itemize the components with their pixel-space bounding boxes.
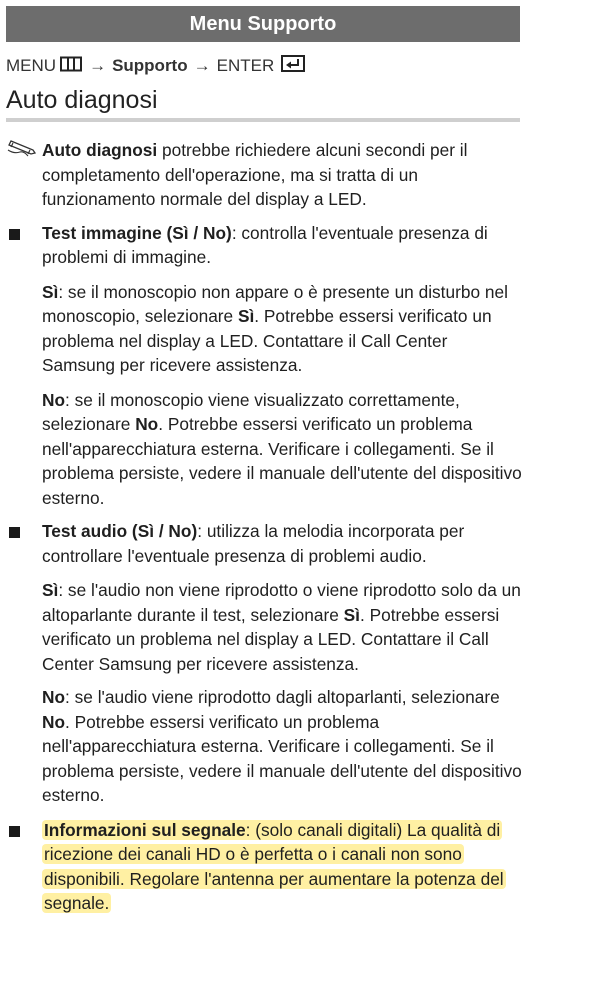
square-bullet-icon (9, 527, 20, 538)
enter-label: ENTER (216, 56, 275, 75)
menu-label: MENU (6, 56, 57, 75)
option-no-text: No: se l'audio viene riprodotto dagli altoparlanti, selezionare No. Potrebbe essersi verificato un problema nell'apparecchiatura esterna. Verificare i collegamenti. Se il problema persiste, vedere il manuale dell'utente del dispositivo esterno. (42, 687, 522, 805)
title-divider (6, 118, 520, 122)
option-no-text: No: se il monoscopio viene visualizzato correttamente, selezionare No. Potrebbe essersi verificato un problema nell'apparecchiatura esterna. Verificare i collegamenti. Se il problema persiste, vedere il manuale dell'utente del dispositivo esterno. (42, 389, 522, 508)
section-header (6, 6, 520, 42)
list-item-test-audio (6, 519, 522, 568)
square-bullet-icon (9, 229, 20, 240)
list-item-test-immagine (6, 221, 522, 270)
highlighted-text: Informazioni sul segnale: (solo canali digitali) La qualità di ricezione dei canali HD o è perfetta o i canali non sono disponibili. Regolare l'antenna per aumentare la potenza del segnale. (44, 819, 504, 913)
list-item-signal-info (6, 818, 522, 916)
note-row (6, 138, 522, 212)
content (6, 138, 522, 916)
option-si-text: Sì: se l'audio non viene riprodotto o viene riprodotto solo da un altoparlante durante il test, selezionare Sì. Potrebbe essersi verificato un problema nel display a LED. Contattare il Call Center Samsung per ricevere assistenza. (42, 580, 521, 674)
square-bullet-icon (9, 826, 20, 837)
page-title: Auto diagnosi (6, 86, 158, 114)
pencil-note-icon (6, 140, 38, 167)
section-header-title: Menu Supporto (189, 12, 337, 35)
arrow-2: → (193, 56, 211, 75)
item-heading: Test audio (Sì / No): utilizza la melodia incorporata per controllare l'eventuale presenza di problemi audio. (42, 521, 465, 566)
breadcrumb (6, 55, 309, 77)
signal-text (42, 818, 522, 916)
option-si-text: Sì: se il monoscopio non appare o è presente un disturbo nel monoscopio, selezionare Sì. Potrebbe essersi verificato un problema nel display a LED. Contattare il Call Center Samsung per ricevere assistenza. (42, 281, 508, 375)
breadcrumb-section: Supporto (112, 56, 188, 75)
item-heading: Test immagine (Sì / No): controlla l'eventuale presenza di problemi di immagine. (42, 222, 488, 267)
note-text: Auto diagnosi potrebbe richiedere alcuni secondi per il completamento dell'operazione, ma si tratta di un funzionamento normale del display a LED. (42, 140, 468, 209)
enter-icon (281, 55, 305, 77)
arrow-1: → (89, 56, 107, 75)
menu-icon (60, 56, 82, 77)
